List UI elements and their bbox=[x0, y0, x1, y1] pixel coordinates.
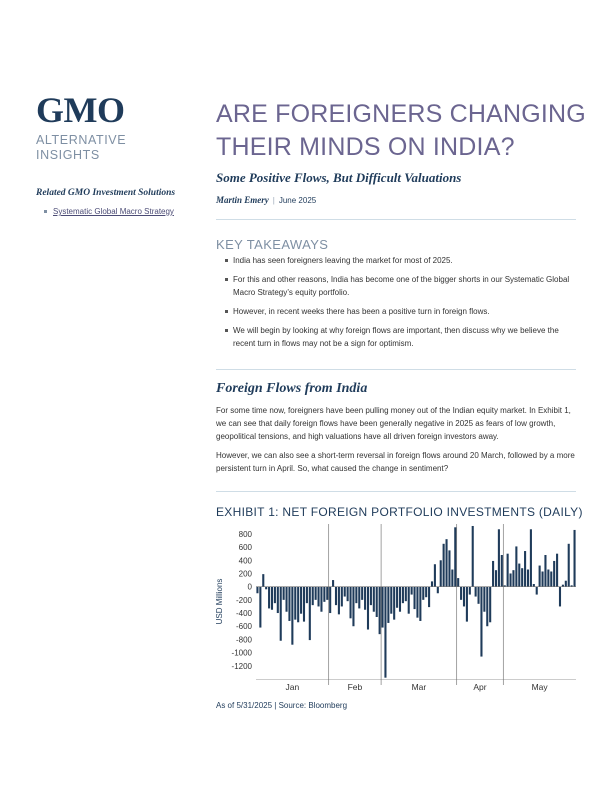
x-tick-label: Jan bbox=[285, 682, 300, 692]
bar bbox=[550, 571, 552, 586]
bar bbox=[419, 587, 421, 621]
bar bbox=[440, 560, 442, 586]
bar bbox=[405, 587, 407, 602]
related-solution-item bbox=[36, 207, 174, 216]
bar bbox=[291, 587, 293, 645]
bar bbox=[515, 546, 517, 586]
bar bbox=[472, 526, 474, 587]
bar bbox=[414, 587, 416, 609]
bar bbox=[274, 587, 276, 603]
publication-date: June 2025 bbox=[278, 196, 317, 205]
bar bbox=[521, 568, 523, 586]
y-tick-label: -800 bbox=[235, 635, 252, 645]
bar bbox=[352, 587, 354, 627]
bar bbox=[370, 587, 372, 605]
bar bbox=[544, 555, 546, 587]
bar bbox=[408, 587, 410, 614]
bar bbox=[454, 527, 456, 586]
y-tick-label: 200 bbox=[238, 569, 252, 579]
y-tick-label: -1200 bbox=[231, 661, 252, 671]
x-tick-label: Apr bbox=[473, 682, 487, 692]
bar bbox=[475, 587, 477, 597]
key-takeaways-heading: KEY TAKEAWAYS bbox=[216, 237, 329, 252]
bar bbox=[364, 587, 366, 610]
bar bbox=[350, 587, 352, 619]
y-tick-label: 400 bbox=[238, 556, 252, 566]
x-tick-label: May bbox=[531, 682, 548, 692]
bar bbox=[559, 587, 561, 607]
key-takeaway-item: We will begin by looking at why foreign flows are important, then discuss why we believe the recent turn in flows may not be a sign for optimism. bbox=[216, 324, 576, 350]
bar bbox=[553, 561, 555, 587]
bar bbox=[376, 587, 378, 617]
bar bbox=[318, 587, 320, 607]
bar bbox=[361, 587, 363, 600]
bar bbox=[565, 581, 567, 587]
bar bbox=[268, 587, 270, 609]
body-paragraph: For some time now, foreigners have been pulling money out of the Indian equity market. In Exhibit 1, we can see that daily foreign flows have been generally negative in 2025 as fears of low growth, geopolitical tensions, and high valuations have all driven foreign investors away. bbox=[216, 406, 571, 441]
source-note: As of 5/31/2025 | Source: Bloomberg bbox=[216, 701, 348, 710]
bar bbox=[262, 574, 264, 587]
bar bbox=[283, 587, 285, 600]
bar bbox=[443, 544, 445, 587]
exhibit-title: EXHIBIT 1: NET FOREIGN PORTFOLIO INVESTMENTS (DAILY) bbox=[216, 505, 583, 519]
bar bbox=[347, 587, 349, 602]
page-subtitle: Some Positive Flows, But Difficult Valuations bbox=[216, 170, 462, 185]
bar bbox=[320, 587, 322, 612]
y-tick-label: 800 bbox=[238, 529, 252, 539]
y-tick-label: 600 bbox=[238, 543, 252, 553]
bar bbox=[306, 587, 308, 603]
bar bbox=[338, 587, 340, 615]
bar bbox=[396, 587, 398, 608]
x-tick-label: Feb bbox=[347, 682, 363, 692]
bar bbox=[355, 587, 357, 603]
related-solutions-list bbox=[36, 207, 174, 216]
series-line-2: INSIGHTS bbox=[36, 148, 100, 162]
y-tick-label: -1000 bbox=[231, 648, 252, 658]
bar bbox=[483, 587, 485, 612]
bar bbox=[556, 554, 558, 587]
body-paragraph: However, we can also see a short-term reversal in foreign flows around 20 March, followed by a more persistent turn in April. So, what caused the change in sentiment? bbox=[216, 451, 575, 473]
bar bbox=[512, 570, 514, 586]
bar bbox=[384, 587, 386, 678]
bar bbox=[434, 564, 436, 586]
bar bbox=[393, 587, 395, 620]
related-solutions-heading: Related GMO Investment Solutions bbox=[36, 188, 176, 198]
bar bbox=[309, 587, 311, 640]
key-takeaways-list bbox=[216, 254, 576, 356]
section-heading: Foreign Flows from India bbox=[216, 381, 368, 396]
y-tick-label: -400 bbox=[235, 609, 252, 619]
bar bbox=[271, 587, 273, 610]
bar bbox=[547, 570, 549, 587]
bar bbox=[446, 539, 448, 586]
series-line-1: ALTERNATIVE bbox=[36, 133, 127, 147]
bar bbox=[507, 554, 509, 587]
bar bbox=[533, 584, 535, 587]
bar bbox=[486, 587, 488, 627]
key-takeaway-item: India has seen foreigners leaving the market for most of 2025. bbox=[216, 254, 576, 267]
bar bbox=[524, 551, 526, 587]
bar bbox=[527, 570, 529, 587]
bar bbox=[411, 587, 413, 595]
bar bbox=[387, 587, 389, 623]
bar bbox=[457, 578, 459, 587]
bar bbox=[335, 587, 337, 605]
bar bbox=[323, 587, 325, 602]
bar bbox=[286, 587, 288, 612]
bar bbox=[402, 587, 404, 603]
bar bbox=[341, 587, 343, 607]
bar bbox=[399, 587, 401, 612]
bar bbox=[358, 587, 360, 609]
bar bbox=[280, 587, 282, 641]
bar bbox=[501, 555, 503, 587]
bar bbox=[510, 573, 512, 586]
bar bbox=[315, 587, 317, 600]
gmo-logo: GMO bbox=[36, 90, 125, 130]
bar bbox=[568, 544, 570, 587]
bar bbox=[297, 587, 299, 623]
key-takeaway-item: For this and other reasons, India has become one of the bigger shorts in our Systematic Global Macro Strategy’s equity portfolio. bbox=[216, 273, 576, 299]
related-solution-link[interactable]: Systematic Global Macro Strategy bbox=[53, 207, 174, 216]
bar bbox=[256, 587, 258, 594]
bar bbox=[539, 566, 541, 587]
bar bbox=[469, 587, 471, 595]
bar bbox=[492, 561, 494, 587]
divider bbox=[216, 369, 576, 370]
bar bbox=[489, 587, 491, 623]
y-tick-label: -600 bbox=[235, 622, 252, 632]
bar bbox=[530, 529, 532, 586]
bar bbox=[303, 587, 305, 622]
bar bbox=[390, 587, 392, 614]
bar bbox=[300, 587, 302, 614]
bar bbox=[422, 587, 424, 600]
bar bbox=[373, 587, 375, 612]
bar bbox=[498, 529, 500, 586]
bar bbox=[379, 587, 381, 634]
page-title: ARE FOREIGNERS CHANGING THEIR MINDS ON INDIA? bbox=[216, 100, 586, 161]
bar bbox=[259, 587, 261, 628]
divider bbox=[216, 491, 576, 492]
bar bbox=[382, 587, 384, 628]
bar bbox=[495, 570, 497, 586]
bar bbox=[431, 581, 433, 586]
bar bbox=[451, 570, 453, 587]
bar bbox=[542, 571, 544, 586]
bar bbox=[466, 587, 468, 622]
bar bbox=[416, 587, 418, 618]
bar bbox=[448, 550, 450, 586]
bar bbox=[518, 564, 520, 587]
bar bbox=[428, 587, 430, 607]
bar bbox=[265, 587, 267, 590]
bar bbox=[437, 587, 439, 594]
bar bbox=[478, 587, 480, 604]
net-foreign-flows-chart bbox=[214, 522, 580, 698]
y-axis-label: USD Millions bbox=[215, 578, 224, 625]
author-name: Martin Emery bbox=[216, 195, 269, 205]
bar bbox=[344, 587, 346, 597]
bar bbox=[294, 587, 296, 620]
bar bbox=[326, 587, 328, 600]
bar bbox=[277, 587, 279, 613]
byline-separator: | bbox=[272, 196, 275, 205]
bar bbox=[463, 587, 465, 607]
y-tick-label: 0 bbox=[247, 582, 252, 592]
bar bbox=[329, 587, 331, 613]
divider bbox=[216, 219, 576, 220]
x-tick-label: Mar bbox=[411, 682, 427, 692]
bar bbox=[367, 587, 369, 630]
series-label bbox=[36, 133, 126, 163]
bar bbox=[536, 587, 538, 595]
y-tick-label: -200 bbox=[235, 595, 252, 605]
bar bbox=[312, 587, 314, 605]
bar bbox=[574, 530, 576, 587]
bar bbox=[288, 587, 290, 621]
byline bbox=[216, 195, 316, 205]
key-takeaway-item: However, in recent weeks there has been a positive turn in foreign flows. bbox=[216, 305, 576, 318]
bar bbox=[332, 580, 334, 587]
bar bbox=[425, 587, 427, 598]
bar bbox=[480, 587, 482, 657]
bar bbox=[460, 587, 462, 600]
